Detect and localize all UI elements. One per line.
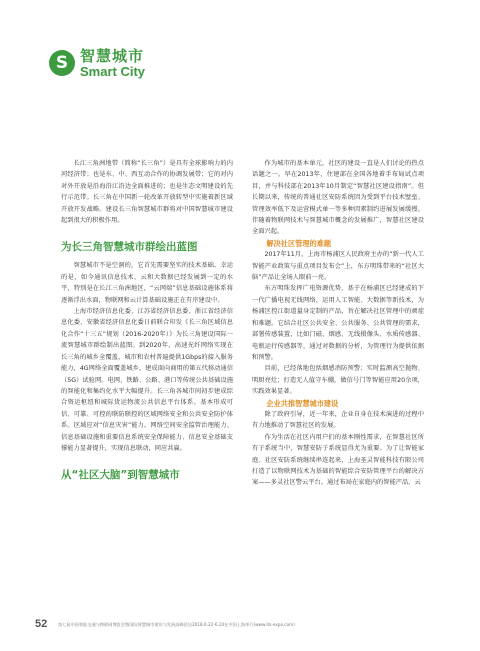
left-column — [61, 158, 233, 488]
smart-city-logo-icon: S — [49, 50, 75, 76]
page-number: 52 — [35, 618, 48, 630]
subheading-community-management: 解决社区管理的难题 — [266, 238, 332, 248]
heading-blueprint: 为长三角智慧城市群绘出蓝图 — [61, 241, 198, 254]
footer-note: 第七届中国智能交通与物联网博览会暨国际智慧城市建设与发展高峰论坛2018.6.22-6.24在中国上海举行(www.its-expo.com) — [58, 622, 295, 627]
paragraph: 除了政府引导，近一年来，企业自身在技术演进的过程中有力地推动了智慧社区的发展。 — [252, 410, 424, 430]
paragraph: 东方明珠发挥广电资源优势，基于在杨浦区已经建成的下一代广播电视无线网络，运用人工智能、大数据等新技术，为杨浦区控江街道量身定制的产品，旨在解决社区管理中的顽症和难题。它结合社区公共安全、公共服务、公共管理的需求，部署传感装置，比如门磁、烟感、无线摄像头、水质传感器、电瓶运行传感器等，通过对数据的分析，为管理行为提供依据和预警。 — [252, 285, 424, 361]
section-subtitle: Smart City — [80, 64, 146, 79]
paragraph: 上海市经济信息化委、江苏省经济信息委、浙江省经济信息化委、安徽省经济信息化委日前联合印发《长三角区域信息化合作“十三五”规划（2016-2020年）》为长三角建设国际一流智慧城市群绘制出蓝图。到2020年，高速光纤网络实现在长三角的城乡全覆盖，城市和农村普遍提供1Gbps的接入服务能力，4G网络全面覆盖城乡，建成面向商用的第五代移动通信（5G）试验网。电网、铁路、公路、港口等传统公共基础设施的智能化和集约化水平大幅提升。长三角各城市间初步建成综合资运枢纽和城际货运物流公共信息平台体系。基本形成可信、可靠、可控的联防联控的区域网络安全和公共安全防护体系。区域应对“信息灾害”能力，网络空间安全监管治理能力、信息基础设施和重要信息系统安全保障能力、信息安全基础支撑能力显著提升，实现信息联动，同应共赢。 — [61, 308, 233, 452]
heading-community-brain: 从“社区大脑”到智慧城市 — [61, 469, 180, 482]
paragraph: 智慧城市不是空洞的，它首先需要坚实的技术基础。幸运的是，如今通讯信息技术、云和大数据已经发展到一定的水平，特别是在长江三角洲地区，“云网端”信息基础设施体系将逐渐浮出水面，物联网和云计算基础设施正在有序建设中。 — [61, 262, 233, 304]
right-column — [252, 158, 424, 489]
paragraph: 2017年11月，上海市杨浦区人民政府主办的“新一代人工智能产业政策与重点项目发布会”上，东方明珠带来的“社区大脑”产品让全场人眼前一亮。 — [252, 251, 424, 282]
paragraph: 作为生活在社区内用户们的基本刚性需求，在智慧社区所有子系统当中，智慧安防子系统显得尤为重要。为了让智能家庭、社区安防系统继续串连起来，上海圣灵智能科技有限公司打造了以物联网技术为基础的智能综合安防管理平台的解决方案——多灵社区警云平台。通过布局在家庭内的智能产品、云 — [252, 433, 424, 487]
paragraph: 目前，已经落地包括烟感消防预警；实时监测高空抛物、明厨亮灶；打造无人值守车棚，做信号门等智能应用20余项，实践效果显著。 — [252, 365, 424, 396]
paragraph: 作为城市的基本单元，社区的建设一直是人们讨论的热点话题之一。早在2013年，住建部在全国各地着手布局试点项目，并与科技部在2013年10月制定“智慧社区建设指南”。但长期以来，传统的普通社区安防系统因为受到平台技术壁垒、管理效率低下及运营模式单一等多种因素制约进展发展缓慢。伴随着物联网技术与智慧城市概念的发展推广，智慧社区建设全面兴起。 — [252, 160, 424, 236]
subheading-enterprise: 企业共推智慧城市建设 — [266, 398, 339, 408]
section-title: 智慧城市 — [80, 47, 145, 65]
paragraph: 长江三角洲地带（简称“长三角”）是具有全球影响力的内河经济带；也是东、中、西互动合作的协调发展带；它的对内对外开放是沿海沿江沿边全面推进的；也是生态文明建设的先行示范带。长三角在中国新一轮改革开放转型中实施着新区域开放开发战略。建设长三角智慧城市群将对中国智慧城市建设起到很大的积极作用。 — [61, 160, 233, 225]
